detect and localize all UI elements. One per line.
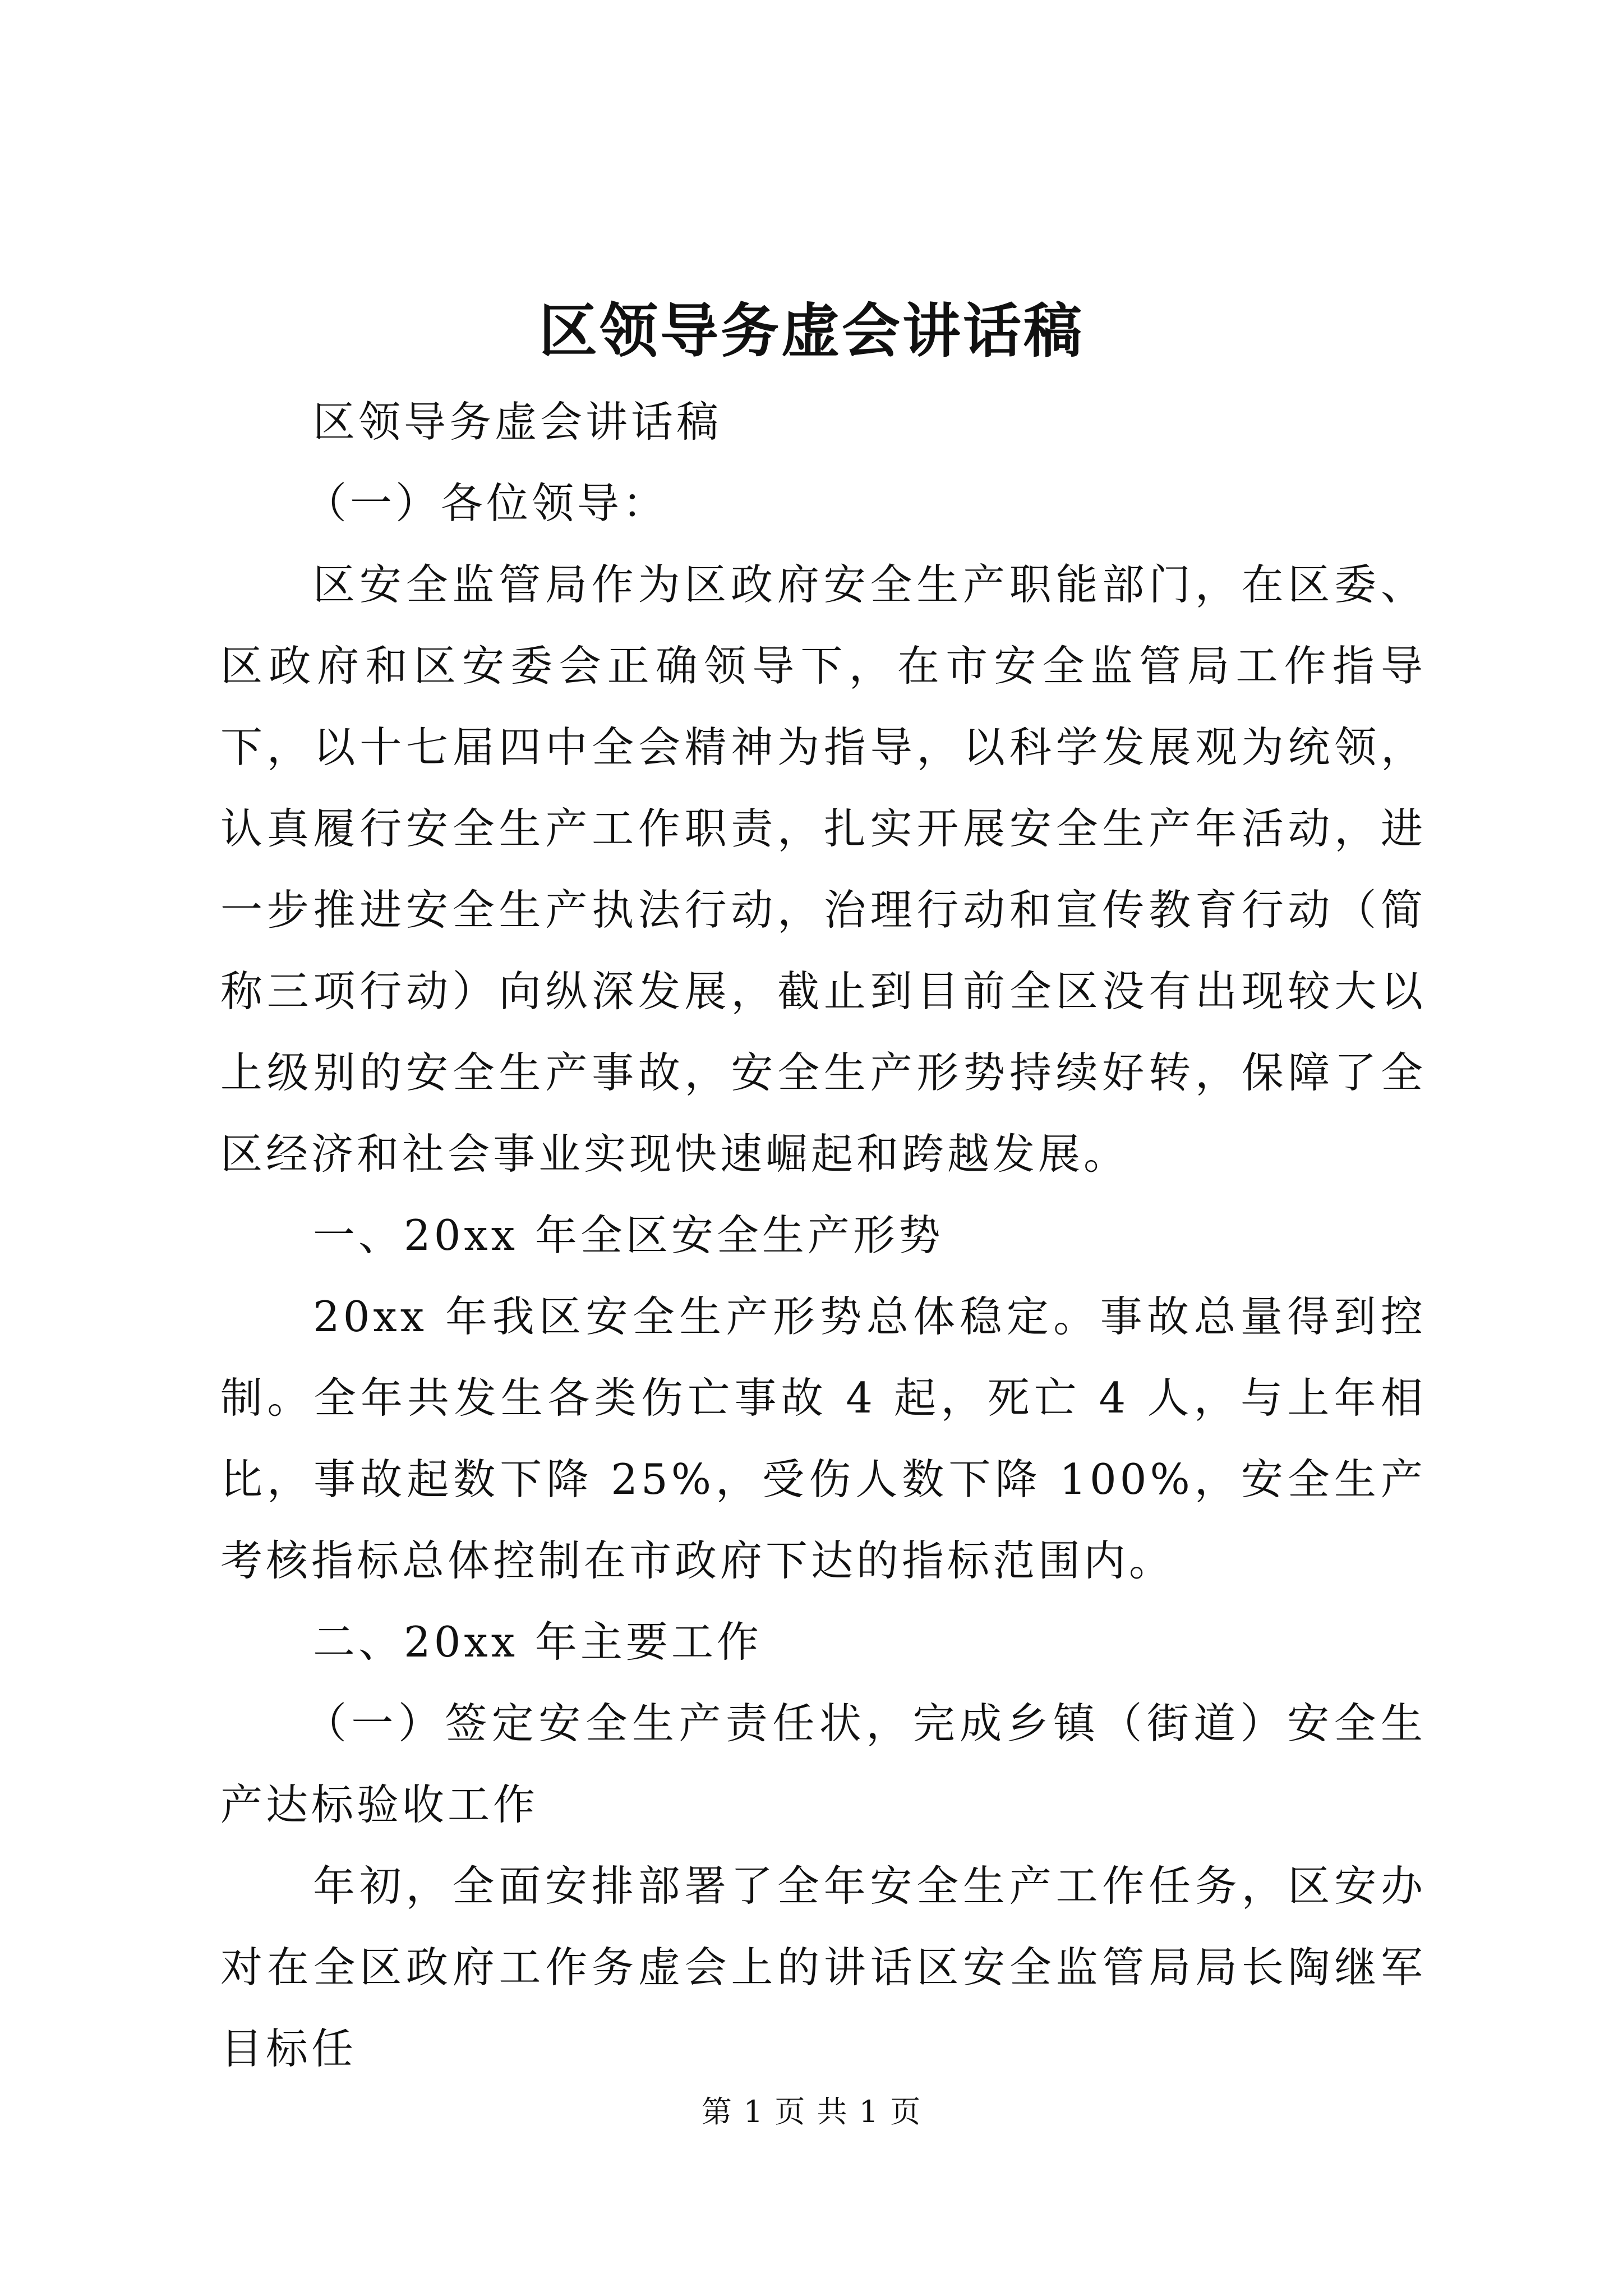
paragraph-situation: 20xx 年我区安全生产形势总体稳定。事故总量得到控制。全年共发生各类伤亡事故 4 起，死亡 4 人，与上年相比，事故起数下降 25%，受伤人数下降 100%，安全生产考核指标总体控制在市政府下达的指标范围内。: [220, 1292, 1426, 1585]
document-title: 区领导务虚会讲话稿: [538, 296, 1084, 365]
paragraph-salutation: （一）各位领导：: [305, 478, 668, 528]
document-body: [220, 381, 1426, 2090]
subsection-heading-1: （一）签定安全生产责任状，完成乡镇（街道）安全生产达标验收工作: [220, 1699, 1426, 1829]
page-footer: 第 1 页 共 1 页: [701, 2094, 922, 2129]
paragraph-intro: 区安全监管局作为区政府安全生产职能部门，在区委、区政府和区安委会正确领导下，在市安全监管局工作指导下，以十七届四中全会精神为指导，以科学发展观为统领，认真履行安全生产工作职责，扎实开展安全生产年活动，进一步推进安全生产执法行动，治理行动和宣传教育行动（简称三项行动）向纵深发展，截止到目前全区没有出现较大以上级别的安全生产事故，安全生产形势持续好转，保障了全区经济和社会事业实现快速崛起和跨越发展。: [220, 560, 1426, 1179]
section-heading-2: 二、20xx 年主要工作: [313, 1617, 762, 1667]
paragraph-subtitle: 区领导务虚会讲话稿: [313, 397, 722, 447]
section-heading-1: 一、20xx 年全区安全生产形势: [313, 1211, 944, 1260]
paragraph-work: 年初，全面安排部署了全年安全生产工作任务，区安办对在全区政府工作务虚会上的讲话区安全监管局局长陶继军目标任: [220, 1861, 1426, 2073]
